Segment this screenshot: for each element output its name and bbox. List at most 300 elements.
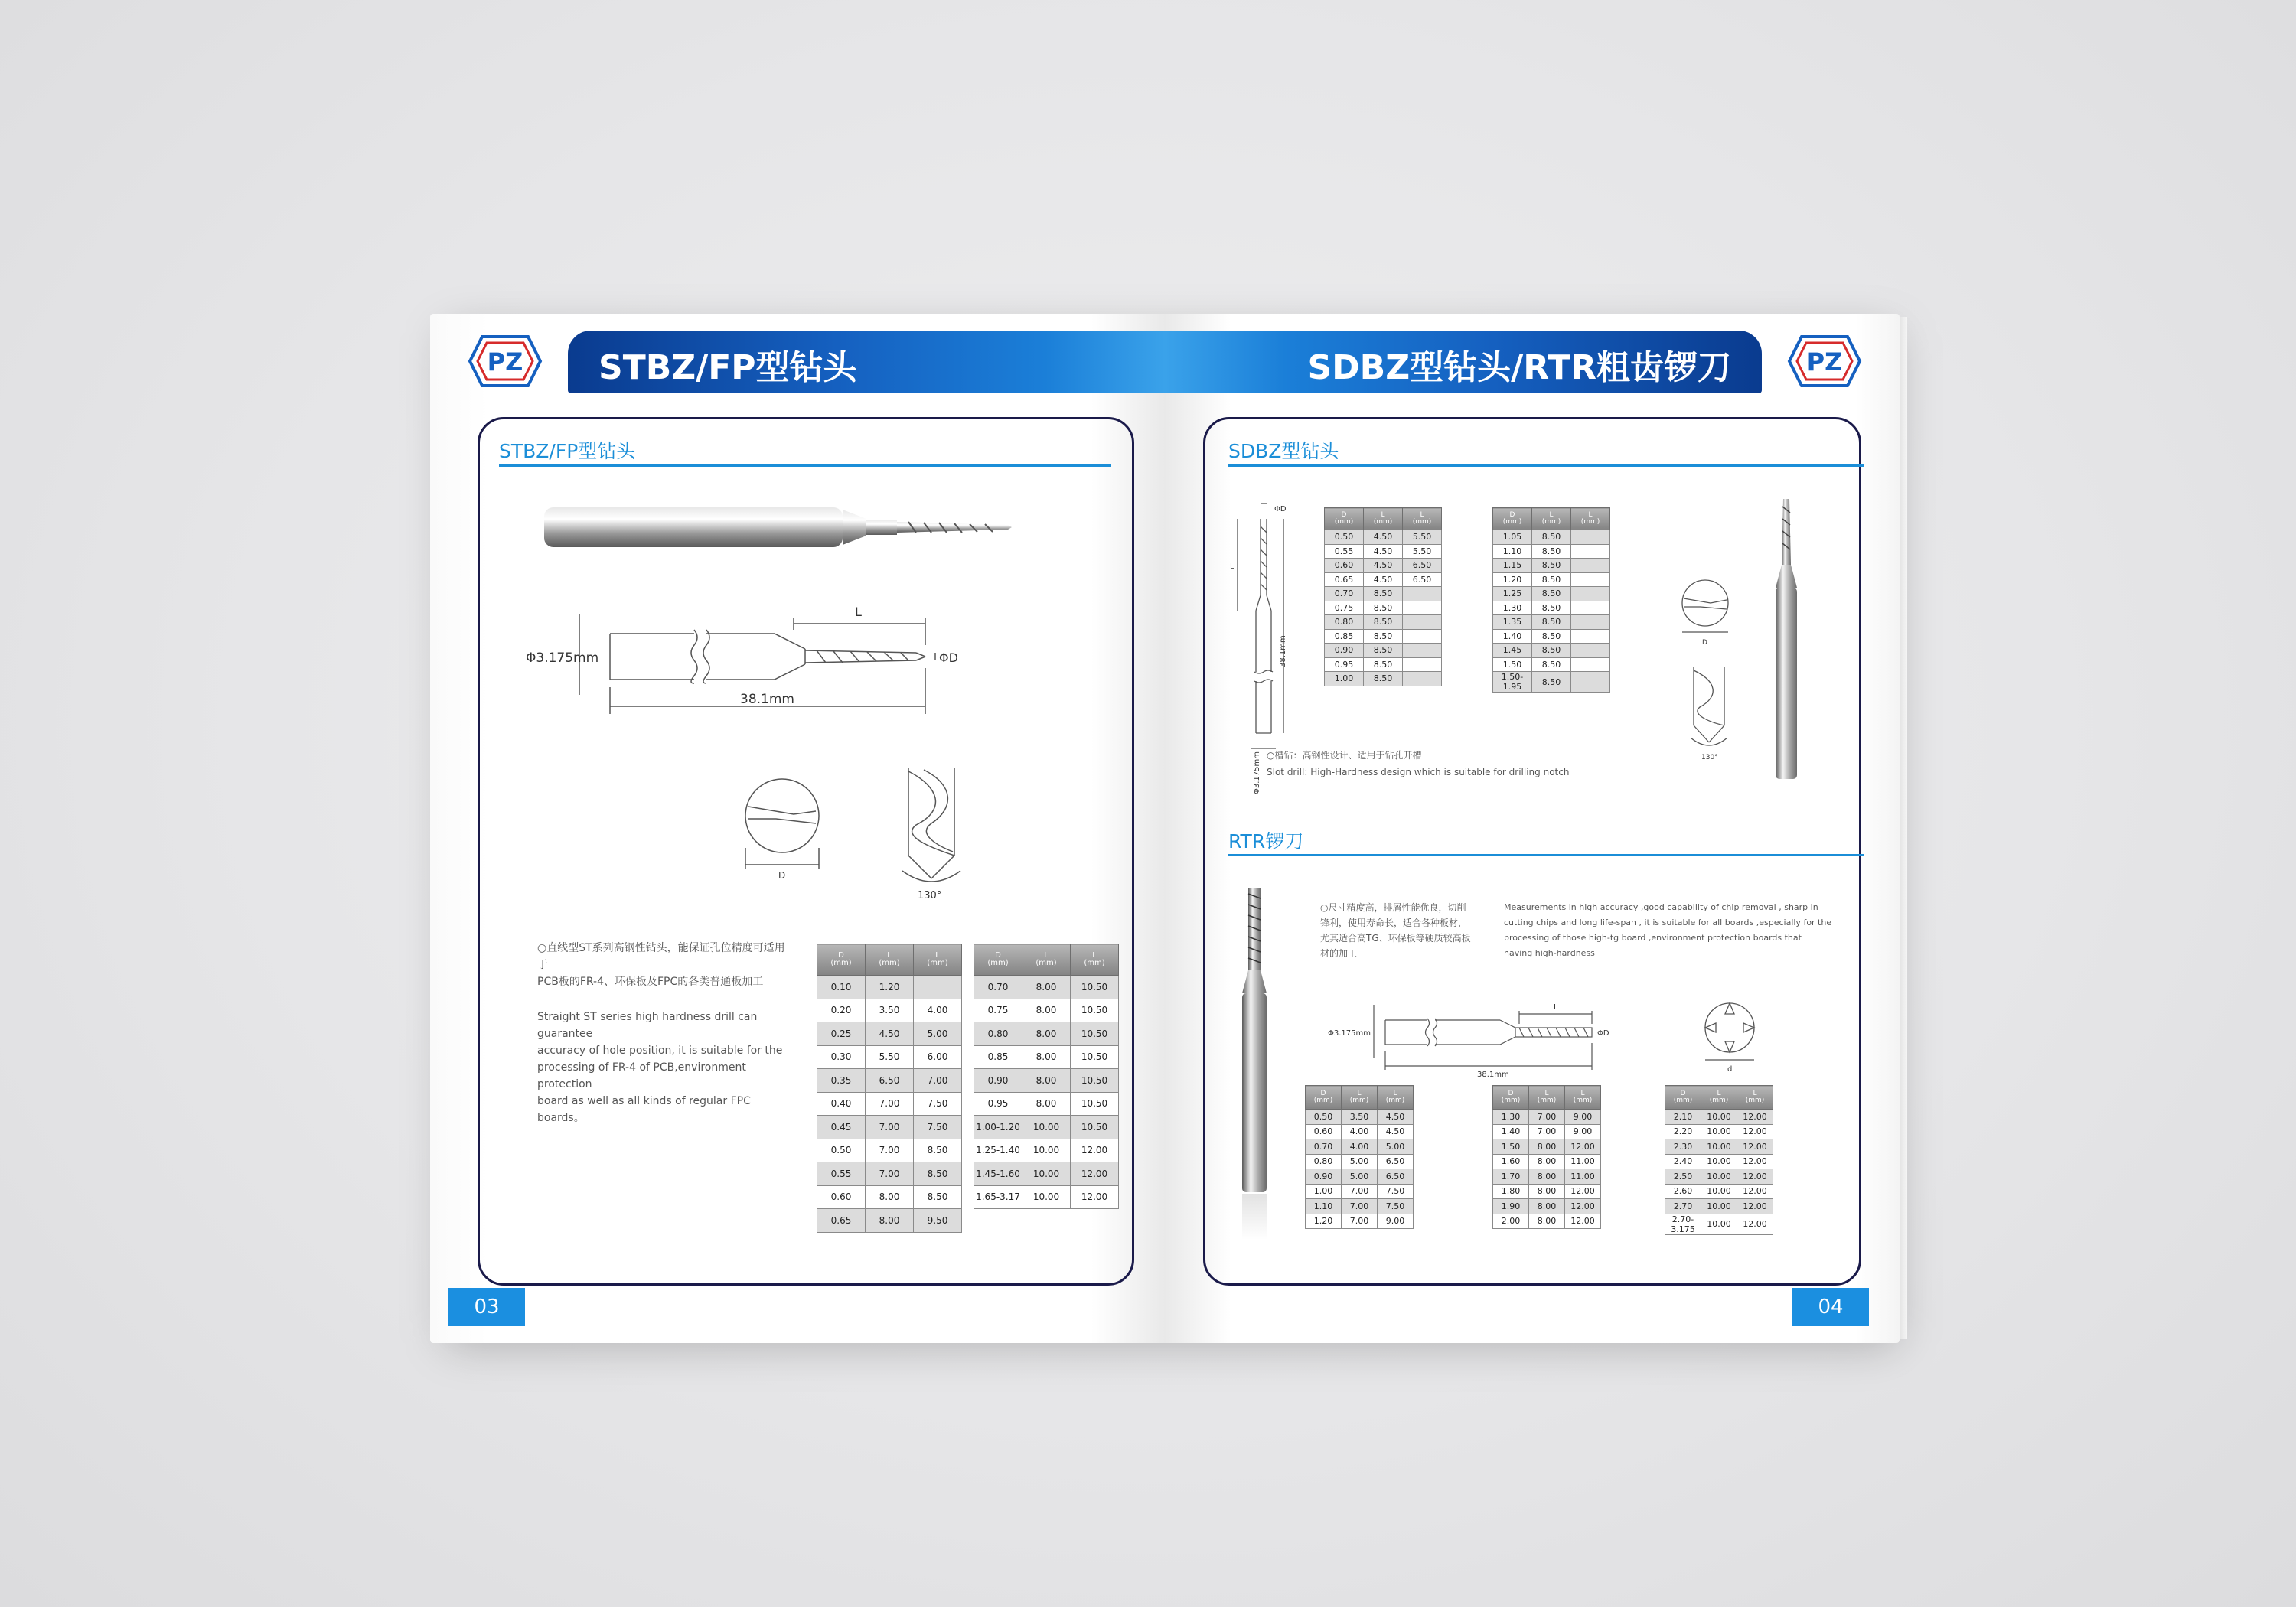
table-cell: 1.00	[1325, 672, 1364, 686]
table-cell: 5.00	[1378, 1139, 1414, 1155]
table-header-cell: L (mm)	[1022, 944, 1071, 976]
table-row	[817, 1022, 962, 1046]
rtr-description-en: Measurements in high accuracy ,good capability of chip removal , sharp in cutting chips and long life-span , it is suitable for all boards ,especially for the processing of those high-tg board ,environment protection boards that having high-hardness	[1504, 902, 1832, 958]
table-cell: 8.50	[1532, 615, 1571, 630]
table-cell: 10.50	[1071, 1069, 1119, 1093]
table-cell: 7.00	[866, 1162, 914, 1186]
table-cell	[1403, 615, 1442, 630]
table-cell: 12.00	[1565, 1199, 1601, 1214]
sdbz-tip-angle: 130°	[1701, 754, 1718, 761]
sdbz-cross-section	[1676, 572, 1737, 657]
table-cell: 0.70	[1306, 1139, 1342, 1155]
table-header-cell: L (mm)	[1071, 944, 1119, 976]
table-cell: 0.45	[817, 1116, 866, 1139]
table-cell: 12.00	[1071, 1185, 1119, 1209]
table-cell: 4.50	[1378, 1110, 1414, 1125]
table-header-cell: D (mm)	[1325, 508, 1364, 530]
table-row	[974, 1116, 1119, 1139]
table-row	[1665, 1124, 1773, 1139]
table-cell: 7.00	[866, 1092, 914, 1116]
table-cell: 7.00	[1529, 1110, 1565, 1125]
left-header-title: STBZ/FP型钻头	[598, 348, 857, 387]
table-cell: 1.00-1.20	[974, 1116, 1022, 1139]
table-row	[1493, 1214, 1601, 1229]
table-cell: 8.00	[1529, 1169, 1565, 1185]
rtr-router-photo	[1236, 886, 1274, 1246]
table-cell: 0.70	[1325, 587, 1364, 601]
table-cell: 10.00	[1701, 1124, 1737, 1139]
table-cell: 0.85	[974, 1045, 1022, 1069]
table-cell: 12.00	[1071, 1139, 1119, 1162]
table-header-row	[1493, 1086, 1601, 1110]
table-cell: 7.50	[914, 1092, 962, 1116]
table-row	[817, 1069, 962, 1093]
table-cell: 10.00	[1701, 1139, 1737, 1155]
table-cell: 10.50	[1071, 1045, 1119, 1069]
table-cell	[1571, 559, 1610, 573]
table-row	[817, 999, 962, 1022]
table-row	[817, 1209, 962, 1233]
rtr-section-title: RTR锣刀	[1228, 830, 1304, 852]
table-header-row	[1493, 508, 1610, 530]
table-cell	[1571, 629, 1610, 644]
table-cell: 0.65	[1325, 572, 1364, 587]
table-row	[1325, 587, 1442, 601]
table-cell: 10.50	[1071, 1116, 1119, 1139]
table-cell: 5.50	[1403, 544, 1442, 559]
table-cell: 0.50	[1325, 530, 1364, 545]
table-cell: 1.00	[1306, 1184, 1342, 1199]
table-cell: 8.50	[1532, 530, 1571, 545]
table-cell: 4.00	[1342, 1139, 1378, 1155]
table-cell: 3.50	[1342, 1110, 1378, 1125]
table-cell: 7.00	[1529, 1124, 1565, 1139]
table-cell: 10.50	[1071, 1092, 1119, 1116]
logo-text: PZ	[1806, 347, 1843, 376]
table-cell: 8.00	[1529, 1214, 1565, 1229]
table-row	[1665, 1199, 1773, 1214]
table-cell: 8.50	[1532, 572, 1571, 587]
table-header-cell: D (mm)	[1665, 1086, 1701, 1110]
table-cell: 2.60	[1665, 1184, 1701, 1199]
table-row	[1306, 1139, 1414, 1155]
table-header-cell: L (mm)	[866, 944, 914, 976]
table-cell: 8.50	[1364, 601, 1403, 615]
table-cell: 0.55	[1325, 544, 1364, 559]
stbz-spec-table-2	[974, 944, 1119, 1209]
table-cell: 8.50	[1364, 657, 1403, 672]
table-cell: 1.50	[1493, 1139, 1529, 1155]
table-cell	[1403, 601, 1442, 615]
table-header-cell: D (mm)	[1493, 1086, 1529, 1110]
table-cell: 0.25	[817, 1022, 866, 1046]
table-cell: 0.75	[1325, 601, 1364, 615]
table-cell: 1.10	[1306, 1199, 1342, 1214]
table-cell: 4.50	[866, 1022, 914, 1046]
table-cell: 1.20	[866, 976, 914, 999]
table-cell: 1.30	[1493, 1110, 1529, 1125]
table-cell: 8.00	[1022, 1045, 1071, 1069]
table-cell: 12.00	[1737, 1199, 1773, 1214]
right-page	[1165, 314, 1900, 1343]
sdbz-tip-view	[1680, 664, 1741, 764]
table-cell: 8.00	[1022, 1092, 1071, 1116]
table-cell	[1571, 644, 1610, 658]
table-cell: 0.60	[1325, 559, 1364, 573]
table-cell: 5.00	[1342, 1154, 1378, 1169]
table-cell	[1403, 587, 1442, 601]
table-cell: 10.50	[1071, 999, 1119, 1022]
table-cell: 9.00	[1378, 1214, 1414, 1229]
table-row	[1493, 657, 1610, 672]
table-row	[817, 1116, 962, 1139]
table-row	[1325, 644, 1442, 658]
table-row	[1325, 629, 1442, 644]
table-cell: 6.50	[1403, 559, 1442, 573]
rtr-description-cn: ○尺寸精度高，排屑性能优良，切削 锋利，使用寿命长，适合各种板材， 尤其适合高TG、环保板等硬质较高板 材的加工	[1320, 902, 1471, 959]
table-cell	[1403, 629, 1442, 644]
table-header-cell: L (mm)	[1565, 1086, 1601, 1110]
table-cell: 0.30	[817, 1045, 866, 1069]
table-header-cell: L (mm)	[914, 944, 962, 976]
table-header-cell: L (mm)	[1701, 1086, 1737, 1110]
table-cell: 8.00	[1529, 1199, 1565, 1214]
rtr-dim-shank: Φ3.175mm	[1328, 1029, 1371, 1038]
table-cell: 2.20	[1665, 1124, 1701, 1139]
table-row	[974, 1092, 1119, 1116]
table-header-cell: L (mm)	[1342, 1086, 1378, 1110]
table-cell: 2.30	[1665, 1139, 1701, 1155]
rtr-section-rule	[1228, 854, 1864, 856]
table-cell: 0.70	[974, 976, 1022, 999]
table-cell: 10.00	[1701, 1214, 1737, 1234]
table-cell: 0.50	[1306, 1110, 1342, 1125]
rtr-technical-drawing	[1313, 997, 1634, 1081]
table-row	[1493, 587, 1610, 601]
table-cell: 1.40	[1493, 629, 1532, 644]
table-cell: 8.00	[1022, 1069, 1071, 1093]
table-cell: 2.40	[1665, 1154, 1701, 1169]
table-cell: 1.05	[1493, 530, 1532, 545]
table-row	[817, 1092, 962, 1116]
table-row	[1493, 672, 1610, 693]
table-cell: 7.00	[1342, 1214, 1378, 1229]
brand-logo-icon	[468, 334, 542, 389]
table-row	[1665, 1169, 1773, 1185]
table-header-row	[974, 944, 1119, 976]
table-row	[1493, 615, 1610, 630]
table-cell: 5.00	[1342, 1169, 1378, 1185]
table-cell: 9.50	[914, 1209, 962, 1233]
table-row	[974, 1069, 1119, 1093]
table-row	[974, 999, 1119, 1022]
table-cell: 8.50	[914, 1139, 962, 1162]
table-cell: 5.50	[1403, 530, 1442, 545]
table-cell: 1.80	[1493, 1184, 1529, 1199]
table-row	[1325, 544, 1442, 559]
table-cell: 12.00	[1737, 1169, 1773, 1185]
table-header-cell: L (mm)	[1529, 1086, 1565, 1110]
table-row	[1665, 1184, 1773, 1199]
cross-D-label: D	[778, 870, 786, 881]
table-cell: 10.00	[1701, 1184, 1737, 1199]
sdbz-dim-L: L	[1230, 562, 1234, 571]
table-cell	[914, 976, 962, 999]
table-cell: 7.50	[1378, 1199, 1414, 1214]
table-cell: 7.00	[914, 1069, 962, 1093]
table-cell: 5.00	[914, 1022, 962, 1046]
table-header-cell: L (mm)	[1571, 508, 1610, 530]
table-row	[1493, 544, 1610, 559]
table-cell: 6.50	[866, 1069, 914, 1093]
table-cell: 8.50	[1532, 544, 1571, 559]
table-cell	[1571, 544, 1610, 559]
table-cell: 0.60	[817, 1185, 866, 1209]
table-cell: 7.00	[866, 1139, 914, 1162]
table-cell: 8.50	[1532, 657, 1571, 672]
table-row	[817, 1162, 962, 1186]
table-cell: 12.00	[1737, 1154, 1773, 1169]
stbz-tip-view	[885, 764, 977, 901]
table-row	[1493, 1110, 1601, 1125]
rtr-dim-L: L	[1554, 1003, 1558, 1012]
table-cell: 11.00	[1565, 1169, 1601, 1185]
right-header-bar	[1165, 331, 1762, 393]
stbz-technical-drawing	[526, 592, 1031, 722]
table-cell: 8.00	[866, 1185, 914, 1209]
left-content-frame	[478, 417, 1134, 1286]
table-cell: 6.50	[1378, 1169, 1414, 1185]
table-row	[1493, 644, 1610, 658]
table-cell: 1.50	[1493, 657, 1532, 672]
sdbz-section-title: SDBZ型钻头	[1228, 440, 1339, 462]
table-cell: 10.00	[1701, 1154, 1737, 1169]
table-cell: 5.50	[866, 1045, 914, 1069]
table-row	[1493, 1199, 1601, 1214]
table-row	[974, 1139, 1119, 1162]
table-cell: 0.60	[1306, 1124, 1342, 1139]
table-cell: 0.95	[1325, 657, 1364, 672]
table-row	[1325, 672, 1442, 686]
table-row	[1493, 559, 1610, 573]
table-cell: 0.90	[1306, 1169, 1342, 1185]
table-cell: 1.45	[1493, 644, 1532, 658]
dim-L-label: L	[855, 605, 862, 619]
table-row	[1665, 1214, 1773, 1234]
table-cell: 12.00	[1737, 1124, 1773, 1139]
table-cell	[1571, 587, 1610, 601]
table-header-cell: L (mm)	[1532, 508, 1571, 530]
sdbz-description-cn: ○槽钻：高钢性设计、适用于钻孔开槽	[1267, 750, 1422, 761]
table-cell: 7.50	[1378, 1184, 1414, 1199]
table-cell	[1571, 672, 1610, 693]
table-row	[1325, 572, 1442, 587]
table-row	[1493, 601, 1610, 615]
table-cell: 8.50	[914, 1162, 962, 1186]
table-row	[817, 976, 962, 999]
table-cell: 6.50	[1378, 1154, 1414, 1169]
table-cell: 4.50	[1378, 1124, 1414, 1139]
brand-logo-icon	[1788, 334, 1861, 389]
table-row	[1306, 1199, 1414, 1214]
table-cell: 10.00	[1022, 1139, 1071, 1162]
table-row	[1325, 601, 1442, 615]
table-cell: 7.00	[1342, 1199, 1378, 1214]
table-row	[1325, 657, 1442, 672]
table-cell: 1.90	[1493, 1199, 1529, 1214]
table-row	[974, 1185, 1119, 1209]
table-row	[1325, 615, 1442, 630]
sdbz-spec-table-2	[1492, 507, 1610, 693]
table-row	[1306, 1154, 1414, 1169]
rtr-spec-table-1	[1305, 1085, 1414, 1229]
table-cell: 1.20	[1493, 572, 1532, 587]
rtr-dim-D: ΦD	[1597, 1029, 1609, 1038]
table-row	[1325, 559, 1442, 573]
table-cell: 8.50	[1364, 644, 1403, 658]
table-cell	[1571, 601, 1610, 615]
table-cell: 8.50	[1532, 587, 1571, 601]
table-cell: 8.00	[866, 1209, 914, 1233]
right-header-title: SDBZ型钻头/RTR粗齿锣刀	[1307, 348, 1731, 387]
rtr-spec-table-2	[1492, 1085, 1601, 1229]
table-cell: 8.50	[1532, 559, 1571, 573]
table-row	[817, 1045, 962, 1069]
table-cell: 4.00	[914, 999, 962, 1022]
table-cell: 12.00	[1737, 1139, 1773, 1155]
table-cell	[1571, 657, 1610, 672]
page-stack-edge	[1900, 317, 1907, 1339]
table-row	[1306, 1124, 1414, 1139]
table-cell: 1.20	[1306, 1214, 1342, 1229]
table-row	[1306, 1110, 1414, 1125]
table-row	[1493, 1154, 1601, 1169]
table-cell: 0.90	[974, 1069, 1022, 1093]
table-cell: 1.70	[1493, 1169, 1529, 1185]
table-cell: 7.50	[914, 1116, 962, 1139]
table-cell: 7.00	[866, 1116, 914, 1139]
table-cell: 1.65-3.17	[974, 1185, 1022, 1209]
table-cell	[1403, 644, 1442, 658]
table-cell: 0.55	[817, 1162, 866, 1186]
stbz-description-en: Straight ST series high hardness drill can guarantee accuracy of hole position, it is suitable for the processing of FR-4 of PCB,environment protection board as well as all kinds of regular FPC boards。	[537, 1011, 783, 1124]
logo-text: PZ	[487, 347, 523, 376]
table-row	[1493, 1184, 1601, 1199]
table-cell: 2.70	[1665, 1199, 1701, 1214]
stbz-spec-table-1	[817, 944, 962, 1233]
table-cell: 4.50	[1364, 559, 1403, 573]
table-header-row	[1325, 508, 1442, 530]
table-row	[1493, 629, 1610, 644]
table-row	[974, 1162, 1119, 1186]
sdbz-cross-D: D	[1702, 639, 1707, 647]
table-row	[1306, 1214, 1414, 1229]
table-cell: 8.50	[1532, 601, 1571, 615]
table-cell: 8.50	[1364, 587, 1403, 601]
table-header-cell: D (mm)	[974, 944, 1022, 976]
table-cell: 1.15	[1493, 559, 1532, 573]
table-cell: 0.80	[1325, 615, 1364, 630]
table-cell: 9.00	[1565, 1110, 1601, 1125]
table-cell: 10.50	[1071, 1022, 1119, 1046]
table-cell: 1.40	[1493, 1124, 1529, 1139]
table-cell: 10.00	[1701, 1110, 1737, 1125]
table-cell: 0.75	[974, 999, 1022, 1022]
table-cell: 1.60	[1493, 1154, 1529, 1169]
table-cell: 1.50-1.95	[1493, 672, 1532, 693]
table-row	[1493, 1169, 1601, 1185]
table-cell: 12.00	[1071, 1162, 1119, 1186]
table-row	[974, 1022, 1119, 1046]
table-cell: 8.00	[1022, 999, 1071, 1022]
stbz-drill-photo	[541, 496, 1016, 565]
table-cell: 3.50	[866, 999, 914, 1022]
right-content-frame	[1203, 417, 1861, 1286]
sdbz-dim-len: 38.1mm	[1279, 635, 1287, 667]
table-cell: 2.70-3.175	[1665, 1214, 1701, 1234]
table-cell: 7.00	[1342, 1184, 1378, 1199]
table-cell: 11.00	[1565, 1154, 1601, 1169]
table-cell: 8.00	[1529, 1139, 1565, 1155]
table-cell: 1.10	[1493, 544, 1532, 559]
table-header-row	[817, 944, 962, 976]
table-cell: 8.50	[1532, 629, 1571, 644]
tip-angle-label: 130°	[918, 890, 942, 901]
table-row	[1665, 1154, 1773, 1169]
table-cell: 10.00	[1022, 1116, 1071, 1139]
left-page-number: 03	[448, 1288, 525, 1326]
table-cell: 0.90	[1325, 644, 1364, 658]
table-cell: 12.00	[1565, 1139, 1601, 1155]
sdbz-spec-table-1	[1324, 507, 1442, 686]
table-cell: 12.00	[1565, 1214, 1601, 1229]
table-header-row	[1306, 1086, 1414, 1110]
table-cell: 8.00	[1529, 1184, 1565, 1199]
stbz-description-cn: ○直线型ST系列高钢性钻头，能保证孔位精度可适用于 PCB板的FR-4、环保板及FPC的各类普通板加工	[537, 942, 785, 988]
table-cell: 4.50	[1364, 530, 1403, 545]
table-row	[817, 1139, 962, 1162]
table-cell: 8.00	[1529, 1154, 1565, 1169]
table-row	[1306, 1169, 1414, 1185]
table-cell: 6.50	[1403, 572, 1442, 587]
table-cell: 8.50	[1364, 615, 1403, 630]
table-cell: 0.65	[817, 1209, 866, 1233]
table-cell: 8.50	[1364, 629, 1403, 644]
table-cell: 0.85	[1325, 629, 1364, 644]
table-cell: 1.45-1.60	[974, 1162, 1022, 1186]
table-cell: 1.30	[1493, 601, 1532, 615]
table-cell: 2.00	[1493, 1214, 1529, 1229]
table-row	[1665, 1110, 1773, 1125]
table-cell: 1.35	[1493, 615, 1532, 630]
table-cell	[1571, 530, 1610, 545]
table-cell: 2.10	[1665, 1110, 1701, 1125]
table-cell	[1403, 657, 1442, 672]
dim-D-label: ΦD	[939, 650, 958, 665]
table-row	[974, 1045, 1119, 1069]
table-cell: 2.50	[1665, 1169, 1701, 1185]
rtr-spec-table-3	[1665, 1085, 1773, 1235]
table-cell: 4.50	[1364, 544, 1403, 559]
table-header-cell: D (mm)	[817, 944, 866, 976]
sdbz-dim-D: ΦD	[1274, 505, 1287, 513]
table-cell: 12.00	[1737, 1214, 1773, 1234]
table-cell: 4.50	[1364, 572, 1403, 587]
table-cell: 8.50	[1364, 672, 1403, 686]
table-cell	[1571, 615, 1610, 630]
table-header-cell: L (mm)	[1737, 1086, 1773, 1110]
table-cell: 12.00	[1737, 1184, 1773, 1199]
